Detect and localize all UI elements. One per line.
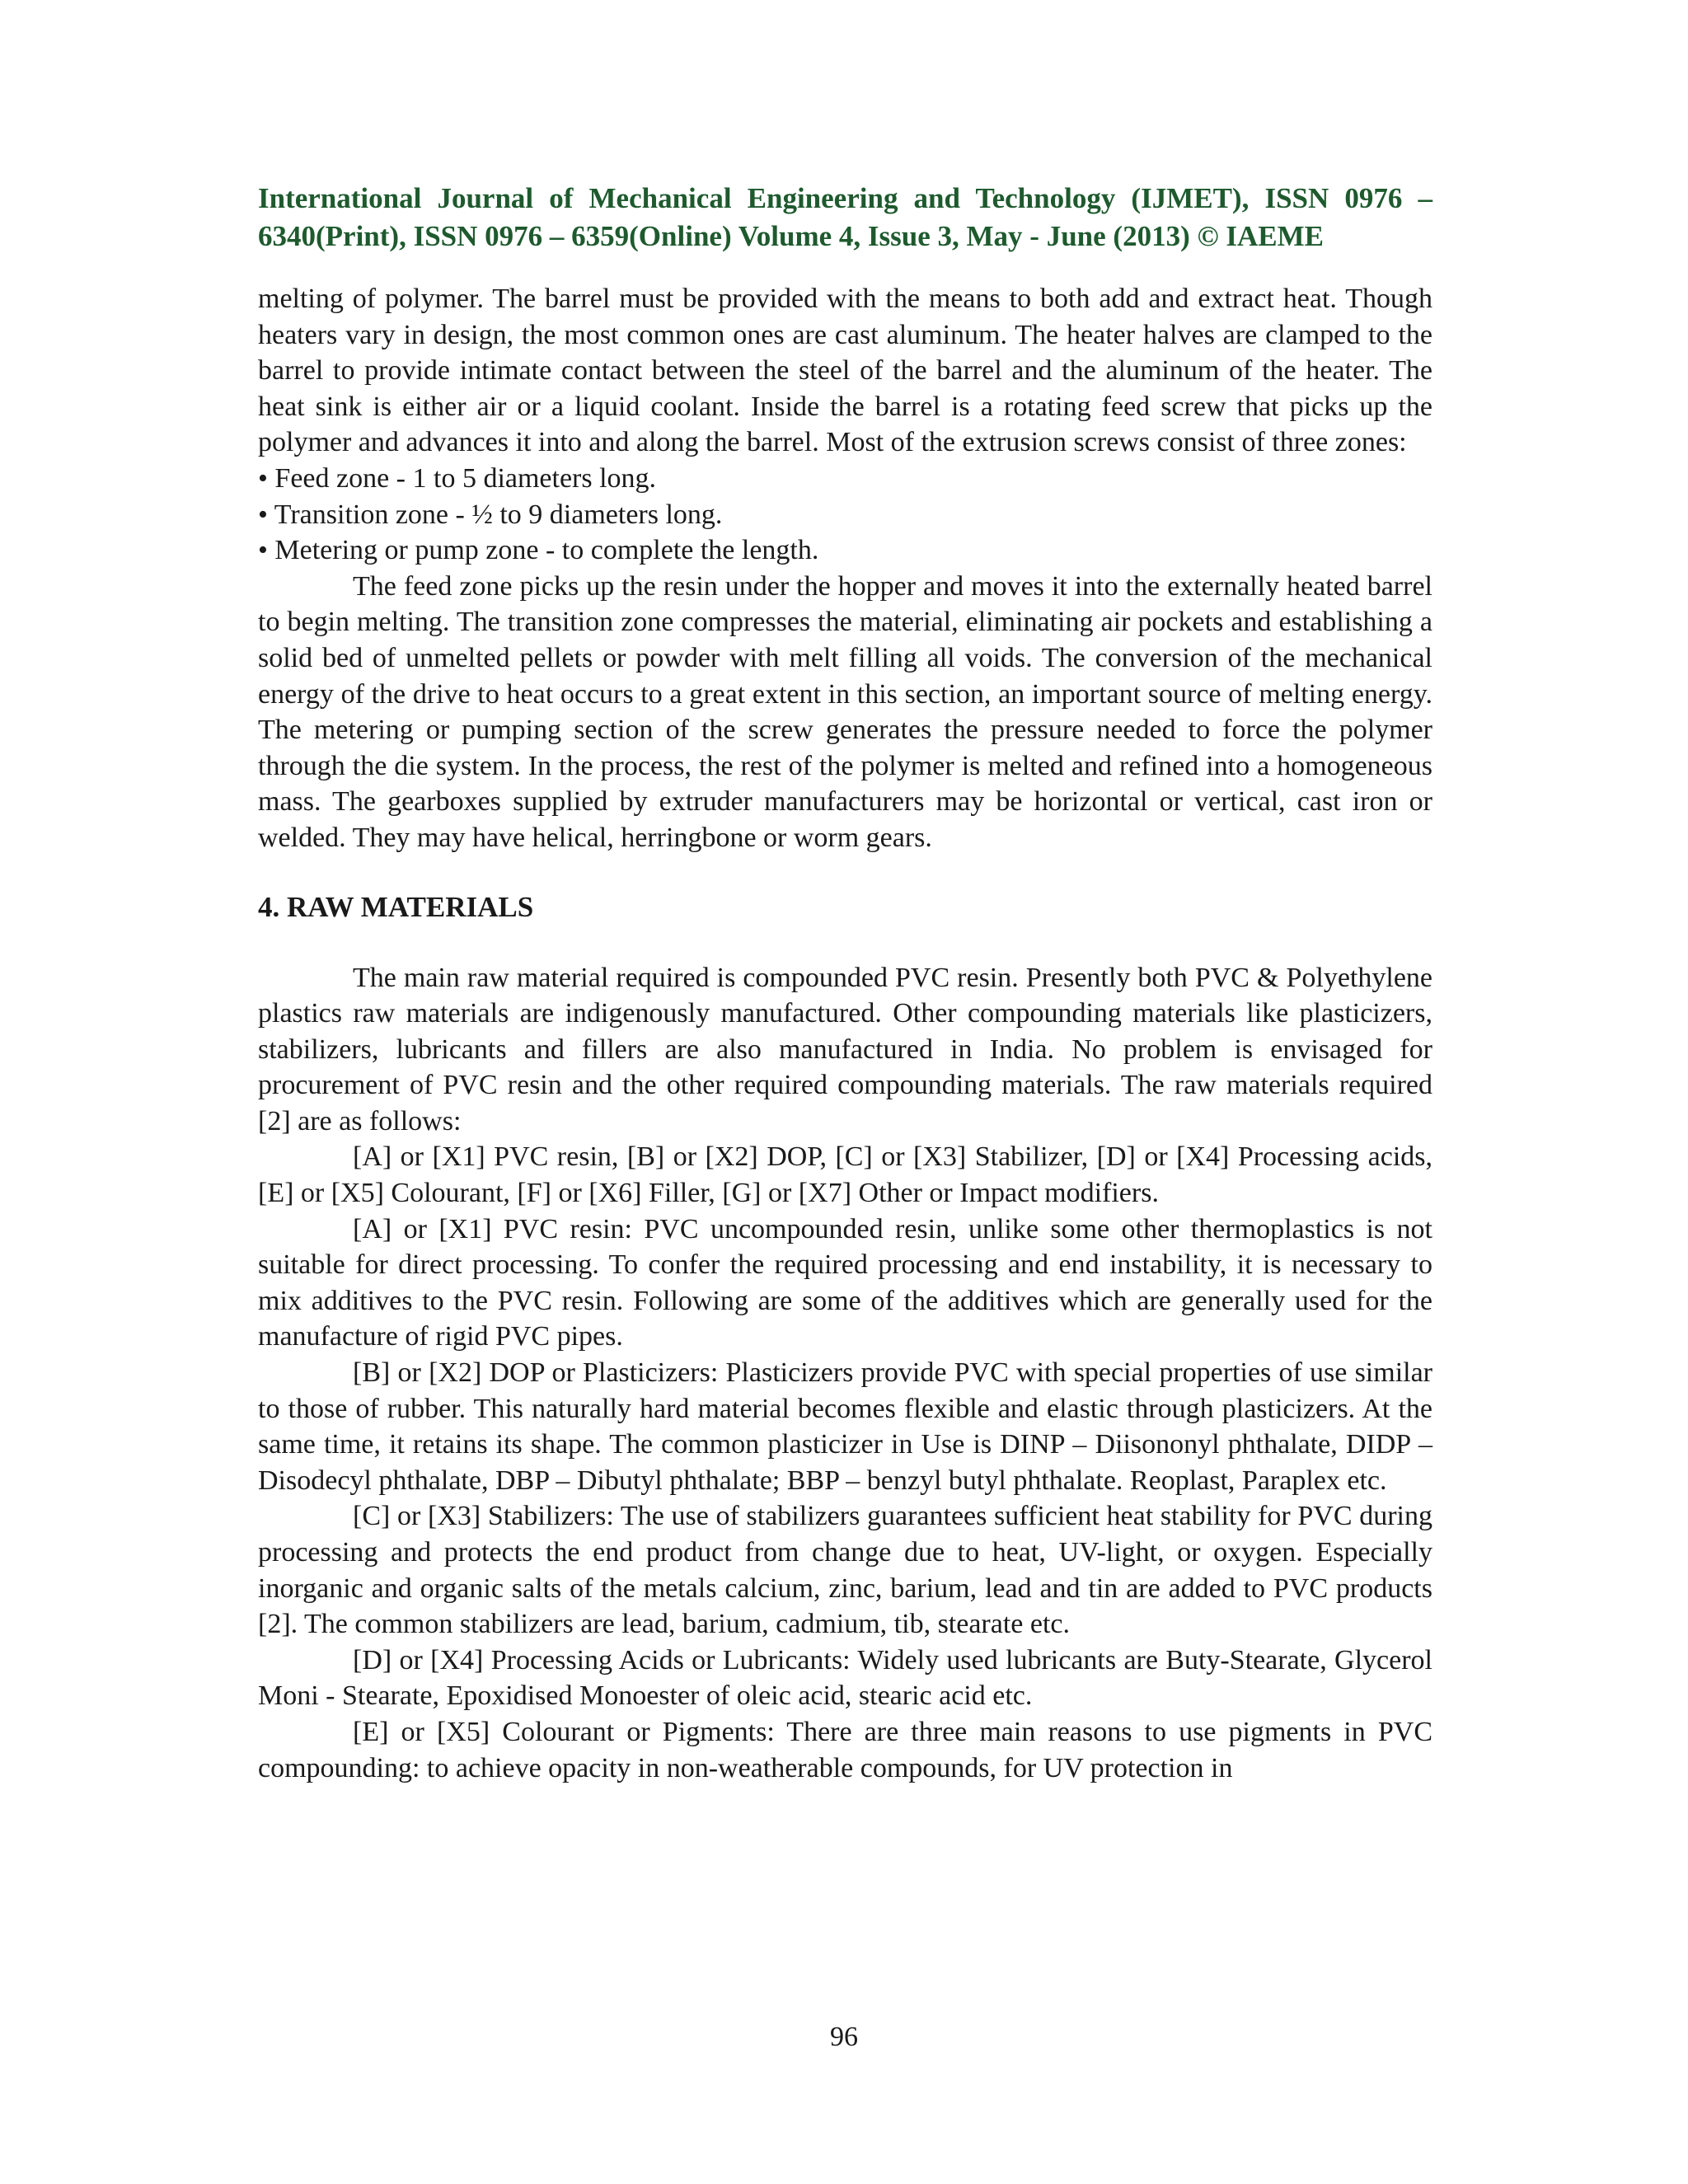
list-item: • Metering or pump zone - to complete the length.	[258, 535, 819, 566]
zones-paragraph: The feed zone picks up the resin under the hopper and moves it into the externally heated barrel to begin melting. The transition zone compresses the material, eliminating air pockets and establishing a solid bed of unmelted pellets or powder with melt filling all voids. The conversion of the mechanical energy of the drive to heat occurs to a great extent in this section, an important source of melting energy. The metering or pumping section of the screw generates the pressure needed to force the polymer through the die system. In the process, the rest of the polymer is melted and refined into a homogeneous mass. The gearboxes supplied by extruder manufacturers may be horizontal or vertical, cast iron or welded. They may have helical, herringbone or worm gears.	[258, 570, 1432, 853]
list-item: • Transition zone - ½ to 9 diameters long.	[258, 499, 723, 530]
journal-header-line-2: 6340(Print), ISSN 0976 – 6359(Online) Volume 4, Issue 3, May - June (2013) © IAEME	[258, 220, 1325, 252]
stabilizers-paragraph: [C] or [X3] Stabilizers: The use of stabilizers guarantees sufficient heat stability for PVC during processing and protects the end product from change due to heat, UV-light, or oxygen. Especially inorganic and organic salts of the metals calcium, zinc, barium, lead and tin are added to PVC products [2]. The common stabilizers are lead, barium, cadmium, tib, stearate etc.	[258, 1501, 1432, 1640]
intro-paragraph: melting of polymer. The barrel must be provided with the means to both add and extract heat. Though heaters vary in design, the most common ones are cast aluminum. The heater halves are clamped to the barrel to provide intimate contact between the steel of the barrel and the aluminum of the heater. The heat sink is either air or a liquid coolant. Inside the barrel is a rotating feed screw that picks up the polymer and advances it into and along the barrel. Most of the extrusion screws consist of three zones:	[258, 284, 1432, 458]
list-item: • Feed zone - 1 to 5 diameters long.	[258, 462, 657, 494]
journal-header-line-1: International Journal of Mechanical Engineering and Technology (IJMET), ISSN 0976 –	[258, 182, 1432, 214]
journal-header	[258, 180, 1432, 255]
page-number: 96	[830, 2022, 858, 2052]
section-heading: 4. RAW MATERIALS	[258, 890, 534, 923]
raw-materials-list-paragraph: [A] or [X1] PVC resin, [B] or [X2] DOP, [C] or [X3] Stabilizer, [D] or [X4] Processing acids, [E] or [X5] Colourant, [F] or [X6] Filler, [G] or [X7] Other or Impact modifiers.	[258, 1141, 1432, 1209]
plasticizers-paragraph: [B] or [X2] DOP or Plasticizers: Plasticizers provide PVC with special properties of use similar to those of rubber. This naturally hard material becomes flexible and elastic through plasticizers. At the same time, it retains its shape. The common plasticizer in Use is DINP – Diisononyl phthalate, DIDP – Disodecyl phthalate, DBP – Dibutyl phthalate; BBP – benzyl butyl phthalate. Reoplast, Paraplex etc.	[258, 1357, 1432, 1496]
article-body	[258, 281, 1432, 1786]
raw-materials-intro-paragraph: The main raw material required is compounded PVC resin. Presently both PVC & Polyethylene plastics raw materials are indigenously manufactured. Other compounding materials like plasticizers, stabilizers, lubricants and fillers are also manufactured in India. No problem is envisaged for procurement of PVC resin and the other required compounding materials. The raw materials required [2] are as follows:	[258, 962, 1432, 1137]
pvc-resin-paragraph: [A] or [X1] PVC resin: PVC uncompounded resin, unlike some other thermoplastics is not suitable for direct processing. To confer the required processing and end instability, it is necessary to mix additives to the PVC resin. Following are some of the additives which are generally used for the manufacture of rigid PVC pipes.	[258, 1213, 1432, 1352]
zone-list	[258, 461, 1432, 569]
colourant-paragraph: [E] or [X5] Colourant or Pigments: There are three main reasons to use pigments in PVC compounding: to achieve opacity in non-weatherable compounds, for UV protection in	[258, 1716, 1432, 1783]
lubricants-paragraph: [D] or [X4] Processing Acids or Lubricants: Widely used lubricants are Buty-Stearate, Glycerol Moni - Stearate, Epoxidised Monoester of oleic acid, stearic acid etc.	[258, 1644, 1432, 1712]
